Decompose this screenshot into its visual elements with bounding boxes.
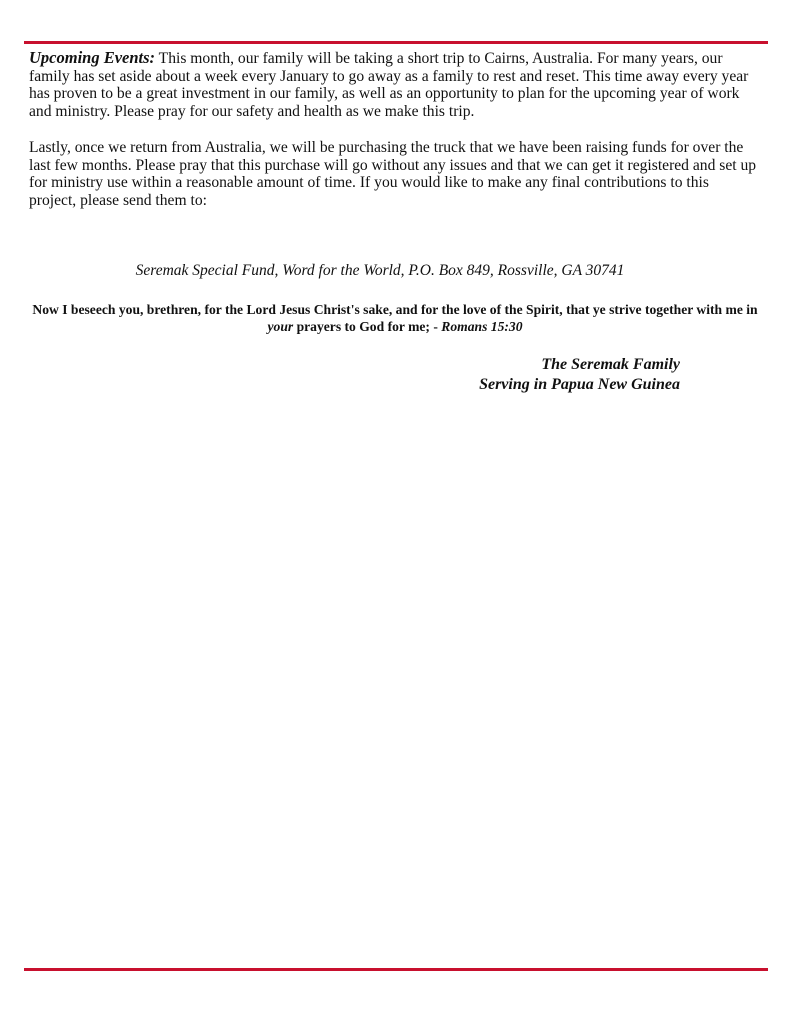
truck-paragraph: Lastly, once we return from Australia, we will be purchasing the truck that we have been raising funds for over the last few months. Please pray that this purchase will go without any issues and that we can get it registered and set up for ministry use within a reasonable amount of time. If you would like to make any final contributions to this project, please send them to:	[29, 139, 757, 209]
signature-family-name: The Seremak Family	[541, 356, 680, 373]
mailing-address: Seremak Special Fund, Word for the World, P.O. Box 849, Rossville, GA 30741	[135, 262, 625, 279]
top-red-rule	[24, 41, 768, 44]
upcoming-events-heading: Upcoming Events:	[29, 48, 156, 67]
signature-block	[440, 355, 680, 395]
verse-reference: Romans 15:30	[441, 319, 523, 334]
scripture-verse	[30, 301, 760, 335]
bottom-red-rule	[24, 968, 768, 971]
verse-emphasis: your	[267, 319, 294, 334]
upcoming-events-paragraph	[29, 49, 759, 120]
signature-location: Serving in Papua New Guinea	[479, 376, 680, 393]
upcoming-events-text: This month, our family will be taking a short trip to Cairns, Australia. For many years, our family has set aside about a week every January to go away as a family to rest and reset. This time away every year has proven to be a great investment in our family, as well as an opportunity to plan for the upcoming year of work and ministry. Please pray for our safety and health as we make this trip.	[29, 50, 749, 120]
verse-text-part1: Now I beseech you, brethren, for the Lord Jesus Christ's sake, and for the love of the Spirit, that ye strive together with me in	[32, 302, 758, 317]
verse-text-part2: prayers to God for me; -	[293, 319, 442, 334]
